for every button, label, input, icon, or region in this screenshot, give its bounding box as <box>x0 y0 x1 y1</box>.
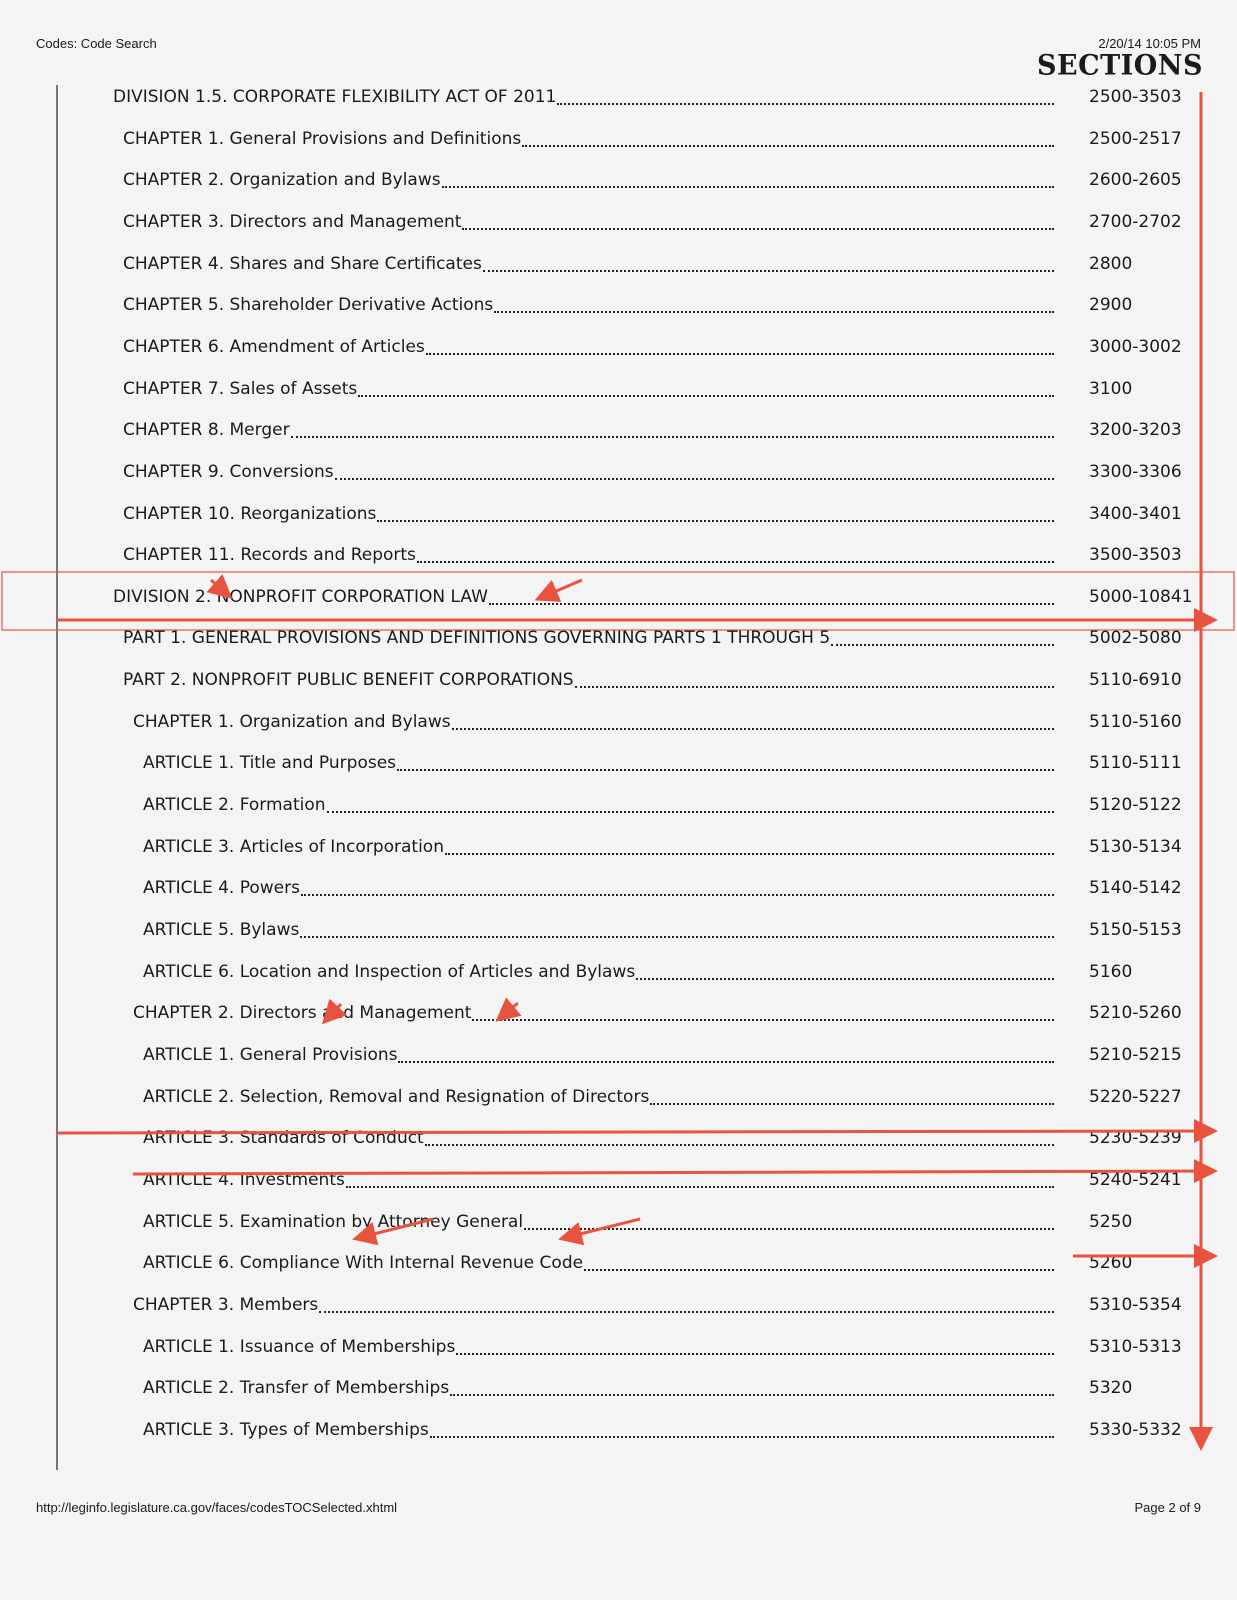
arrow-article-3 <box>133 1171 1212 1174</box>
toc-section-range: 3100 <box>1089 378 1133 399</box>
toc-section-range: 2500-3503 <box>1089 87 1182 107</box>
toc-entry-label[interactable]: ARTICLE 5. Examination by Attorney General <box>143 1211 524 1232</box>
toc-entry-label[interactable]: DIVISION 1.5. CORPORATE FLEXIBILITY ACT OF 2011 <box>113 87 557 107</box>
page-header-title: Codes: Code Search <box>36 36 157 51</box>
toc-entry-label[interactable]: CHAPTER 6. Amendment of Articles <box>123 336 425 357</box>
footer-url[interactable]: http://leginfo.legislature.ca.gov/faces/codesTOCSelected.xhtml <box>36 1500 398 1515</box>
toc-section-range: 5160 <box>1089 961 1133 982</box>
sections-stamp: SECTIONS <box>1037 49 1203 82</box>
toc-entry-label[interactable]: ARTICLE 2. Formation <box>143 795 326 816</box>
toc-entry-label[interactable]: ARTICLE 5. Bylaws <box>143 920 300 940</box>
toc-section-range: 5240-5241 <box>1089 1169 1182 1190</box>
toc-section-range: 5140-5142 <box>1089 878 1182 899</box>
toc-section-range: 2900 <box>1089 295 1133 316</box>
pointer-arrow <box>358 1219 433 1238</box>
pointer-arrow <box>326 1004 341 1020</box>
toc-section-range: 5330-5332 <box>1089 1419 1182 1440</box>
toc-section-range: 5110-5160 <box>1089 711 1182 732</box>
toc-entry-label[interactable]: CHAPTER 10. Reorganizations <box>123 503 377 524</box>
toc-section-range: 3400-3401 <box>1089 503 1182 524</box>
toc-section-range: 5120-5122 <box>1089 795 1182 816</box>
toc-entry-label[interactable]: CHAPTER 1. General Provisions and Definitions <box>123 128 522 149</box>
pointer-arrow <box>564 1219 640 1238</box>
toc-entry-label[interactable]: CHAPTER 8. Merger <box>123 420 290 441</box>
toc-section-range: 5310-5313 <box>1089 1336 1182 1357</box>
toc-entry-label[interactable]: ARTICLE 4. Investments <box>143 1169 345 1190</box>
toc-section-range: 5150-5153 <box>1089 920 1182 940</box>
toc-entry-label[interactable]: ARTICLE 1. General Provisions <box>143 1044 398 1065</box>
arrow-article-2 <box>57 1131 1212 1133</box>
toc-entry-label[interactable]: ARTICLE 6. Location and Inspection of Articles and Bylaws <box>143 961 636 982</box>
toc-entry-label[interactable]: CHAPTER 7. Sales of Assets <box>123 378 358 399</box>
toc-section-range: 2800 <box>1089 253 1133 274</box>
toc-entry-label[interactable]: ARTICLE 3. Types of Memberships <box>143 1419 429 1440</box>
toc-section-range: 5320 <box>1089 1378 1133 1399</box>
page-number: Page 2 of 9 <box>1134 1500 1201 1515</box>
pointer-arrow <box>211 580 228 595</box>
pointer-arrow <box>500 1003 518 1018</box>
toc-section-range: 5110-5111 <box>1089 753 1182 774</box>
toc-entry-label[interactable]: CHAPTER 2. Directors and Management <box>133 1003 472 1024</box>
toc-section-range: 3500-3503 <box>1089 545 1182 566</box>
pointer-arrow <box>540 580 582 598</box>
toc-section-range: 5220-5227 <box>1089 1086 1182 1107</box>
toc-entry-label[interactable]: ARTICLE 2. Transfer of Memberships <box>143 1378 450 1399</box>
toc-section-range: 3300-3306 <box>1089 461 1182 482</box>
toc-entry-label[interactable]: ARTICLE 6. Compliance With Internal Revenue Code <box>143 1253 584 1274</box>
toc-entry-label[interactable]: DIVISION 2. NONPROFIT CORPORATION LAW <box>113 586 488 607</box>
toc-entry-label[interactable]: ARTICLE 1. Title and Purposes <box>143 753 397 774</box>
toc-entry-label[interactable]: ARTICLE 1. Issuance of Memberships <box>143 1336 456 1357</box>
toc-section-range: 5230-5239 <box>1089 1128 1182 1149</box>
toc-section-range: 5250 <box>1089 1211 1133 1232</box>
toc-section-range: 5130-5134 <box>1089 836 1182 857</box>
toc-entry-label[interactable]: CHAPTER 9. Conversions <box>123 461 334 482</box>
toc-entry-label[interactable]: ARTICLE 4. Powers <box>143 878 300 899</box>
toc-section-range: 5260 <box>1089 1253 1133 1274</box>
toc-entry-label[interactable]: ARTICLE 2. Selection, Removal and Resignation of Directors <box>143 1086 650 1107</box>
toc-entry-label[interactable]: CHAPTER 5. Shareholder Derivative Actions <box>123 295 494 316</box>
toc-entry-label[interactable]: CHAPTER 3. Directors and Management <box>123 211 462 232</box>
toc-section-range: 2500-2517 <box>1089 128 1182 149</box>
toc-section-range: 3200-3203 <box>1089 420 1182 441</box>
toc-section-range: 5000-10841 <box>1089 586 1193 607</box>
toc-entry-label[interactable]: PART 1. GENERAL PROVISIONS AND DEFINITIONS GOVERNING PARTS 1 THROUGH 5 <box>123 628 831 649</box>
toc-entry-label[interactable]: PART 2. NONPROFIT PUBLIC BENEFIT CORPORATIONS <box>123 670 574 691</box>
toc-section-range: 5002-5080 <box>1089 628 1182 649</box>
toc-section-range: 5210-5215 <box>1089 1044 1182 1065</box>
toc-section-range: 5310-5354 <box>1089 1294 1182 1315</box>
toc-entry-label[interactable]: ARTICLE 3. Articles of Incorporation <box>143 836 444 857</box>
toc-entry-label[interactable]: ARTICLE 3. Standards of Conduct <box>143 1128 424 1149</box>
toc-entry-label[interactable]: CHAPTER 11. Records and Reports <box>123 545 416 566</box>
toc-entry-label[interactable]: CHAPTER 3. Members <box>133 1294 319 1315</box>
toc-section-range: 3000-3002 <box>1089 336 1182 357</box>
print-datetime: 2/20/14 10:05 PM <box>1098 36 1201 51</box>
toc-section-range: 5210-5260 <box>1089 1003 1182 1024</box>
toc-section-range: 2700-2702 <box>1089 211 1182 232</box>
toc-entry-label[interactable]: CHAPTER 2. Organization and Bylaws <box>123 170 441 191</box>
toc-section-range: 5110-6910 <box>1089 670 1182 691</box>
toc-entry-label[interactable]: CHAPTER 1. Organization and Bylaws <box>133 711 451 732</box>
toc-section-range: 2600-2605 <box>1089 170 1182 191</box>
toc-entry-label[interactable]: CHAPTER 4. Shares and Share Certificates <box>123 253 482 274</box>
